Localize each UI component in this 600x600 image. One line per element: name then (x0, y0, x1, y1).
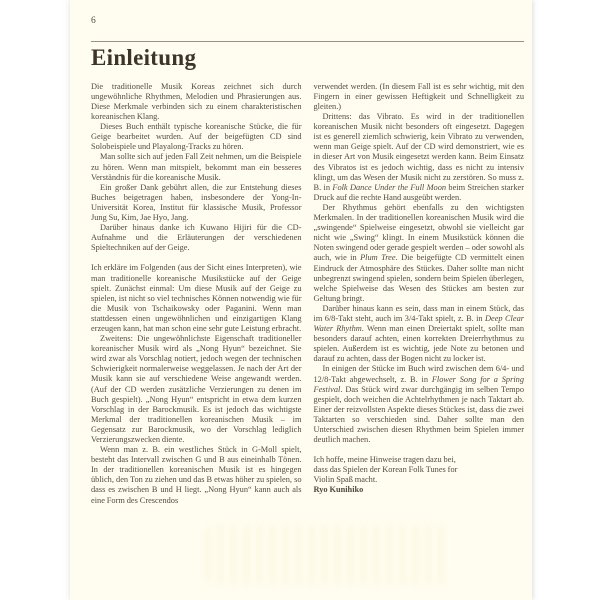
paragraph (91, 152, 302, 182)
text-run: Flower Song for a Spring Festival (313, 374, 524, 394)
title-rule (91, 41, 524, 42)
paragraph (91, 445, 302, 506)
paragraph (91, 334, 302, 445)
closing-line (314, 475, 525, 485)
text-run: Darüber hinaus danke ich Kuwano Hijiri für die CD-Aufnahme und die Erläuterungen der verschiedenen Spieltechniken auf der Geige. (91, 223, 302, 253)
text-run: dass das Spielen der Korean Folk Tunes for (313, 465, 458, 475)
paragraph (91, 183, 302, 223)
paragraph (91, 82, 302, 122)
text-run: Drittens: das Vibrato. Es wird in der traditionellen koreanischen Musik nicht besonders oft eingesetzt. Dagegen ist es generell ziemlich schwierig, kein Vibrato zu verwenden, wenn man Geige spielt. Auf der CD wird demonstriert, wie es in dieser Art von Musik eingesetzt werden kann. Beim Einsatz des Vibratos ist es jedoch wichtig, dass es nicht zu intensiv klingt, um das Wesen der Musik nicht zu zerstören. So muss z. B. in (313, 112, 524, 192)
paragraph (91, 263, 302, 334)
text-run: Der Rhythmus gehört ebenfalls zu den wichtigsten Merkmalen. In der traditionellen koreanischen Musik wird die „swingende“ Spielweise eingesetzt, obwohl sie vielleicht gar nicht wie „Swing“ klingt. In einem Musikstück können die Noten swingend oder gerade gespielt werden – oder sowohl als auch, wie in (313, 202, 524, 263)
text-run: . Wenn man einen Dreiertakt spielt, sollte man besonders darauf achten, einen korrekten Dreierrhythmus zu spielen. Außerdem ist es wichtig, jede Note zu betonen und darauf zu achten, dass der Bogen nicht zu locker ist. (313, 324, 524, 364)
text-run: Ich erkläre im Folgenden (aus der Sicht eines Interpreten), wie man traditionelle koreanische Musikstücke auf der Geige spielt. Zunächst einmal: Um diese Musik auf der Geige zu spielen, ist nicht so viel technisches Können notwendig wie für die Musik von Tschaikowsky oder Paganini. Wenn man stattdessen einen ungewöhnlichen und einzigartigen Klang erzeugen kann, hat man schon eine sehr gute Leistung erbracht. (91, 263, 302, 333)
left-column (91, 82, 302, 506)
text-run: . Die beigefügte CD vermittelt einen Eindruck der Atmosphäre des Stückes. Daher sollte man nicht unbegrenzt swingend spielen, sondern beim Spielen überlegen, welche Spielweise das Wesen des Stückes am besten zur Geltung bringt. (313, 253, 524, 303)
paragraph (91, 122, 302, 152)
paragraph (314, 203, 525, 304)
closing-line (314, 455, 525, 465)
author-signature (314, 485, 525, 495)
text-run: . Das Stück wird zwar durchgängig im selben Tempo gespielt, doch weichen die Achtelrhythmen je nach Taktart ab. Einer der reizvollsten Aspekte dieses Stückes ist, dass die zwei Taktarten so verschieden sind. Daher sollte man den Unterschied zwischen diesen Rhythmen beim Spielen immer deutlich machen. (313, 384, 524, 445)
page-number: 6 (91, 16, 96, 26)
book-page (70, 0, 532, 600)
text-run: Die traditionelle Musik Koreas zeichnet sich durch ungewöhnliche Rhythmen, Melodien und Phrasierungen aus. Diese Merkmale verbinden sich zu einem charakteristischen koreanischen Klang. (91, 81, 302, 122)
text-run: beim Streichen starker Druck auf die rechte Hand ausgeübt werden. (313, 182, 524, 202)
paragraph (314, 82, 525, 112)
text-run: verwendet werden. (In diesem Fall ist es sehr wichtig, mit den Fingern in einer gewissen Heftigkeit und Schnelligkeit zu gleiten.) (313, 81, 524, 112)
text-columns (91, 82, 524, 506)
paragraph (314, 112, 525, 203)
right-column (314, 82, 525, 506)
closing-line (314, 465, 525, 475)
text-run: Violin Spaß macht. (313, 475, 378, 485)
page-bleed-through-artifact (205, 524, 447, 586)
text-run: Folk Dance Under the Full Moon (332, 182, 447, 192)
text-run: Zweitens: Die ungewöhnlichste Eigenschaft traditioneller koreanischer Musik wird als „Nong Hyun“ bezeichnet. Sie wird zwar als Vorschlag notiert, jedoch wegen der technischen Schwierigkeit normalerweise weggelassen. Je nach der Art der Musik kann sie auf verschiedene Weise angewandt werden. (Auf der CD werden zusätzliche Verzierungen zu denen im Buch gespielt). „Nong Hyun“ entspricht in etwa dem kurzen Vorschlag in der Barockmusik. Es ist jedoch das wichtigste Merkmal der traditionellen koreanischen Musik – im Gegensatz zur Barockmusik, wo der Vorschlag lediglich Verzierungszwecken diente. (91, 334, 302, 445)
paragraph (314, 304, 525, 365)
text-run: Ryo Kunihiko (313, 485, 364, 495)
text-run: Man sollte sich auf jeden Fall Zeit nehmen, um die Beispiele zu hören. Wenn man mitspielt, bekommt man ein besseres Verständnis für die koreanische Musik. (91, 152, 302, 182)
text-run: Wenn man z. B. ein westliches Stück in G-Moll spielt, besteht das Intervall zwischen G und B aus eineinhalb Tönen. In der traditionellen koreanischen Musik ist es hingegen üblich, den Ton zu ziehen und das B etwas höher zu spielen, so dass es zwischen B und H liegt. „Nong Hyun“ kann auch als eine Form des Crescendos (91, 445, 302, 505)
paragraph (91, 223, 302, 253)
text-run: Darüber hinaus kann es sein, dass man in einem Stück, das im 6/8-Takt steht, auch im 3/4-Takt spielt, z. B. in (313, 303, 524, 323)
text-run: Ein großer Dank gebührt allen, die zur Entstehung dieses Buches beigetragen haben, insbesondere der Yong-In-Universität Korea, Institut für klassische Musik, Professor Jung Su, Kim, Jae Hyo, Jang. (91, 182, 302, 223)
page-title: Einleitung (91, 45, 197, 70)
paragraph (314, 364, 525, 445)
text-run: Ich hoffe, meine Hinweise tragen dazu bei, (313, 455, 456, 465)
text-run: Plum Tree (360, 253, 396, 263)
text-run: In einigen der Stücke im Buch wird zwischen dem 6/4- und 12/8-Takt abgewechselt, z. B. in (313, 364, 524, 384)
text-run: Deep Clear Water Rhythm (313, 313, 524, 334)
text-run: Dieses Buch enthält typische koreanische Stücke, die für Geige bearbeitet wurden. Auf der beigefügten CD sind Solobeispiele und Playalong-Tracks zu hören. (91, 122, 302, 152)
